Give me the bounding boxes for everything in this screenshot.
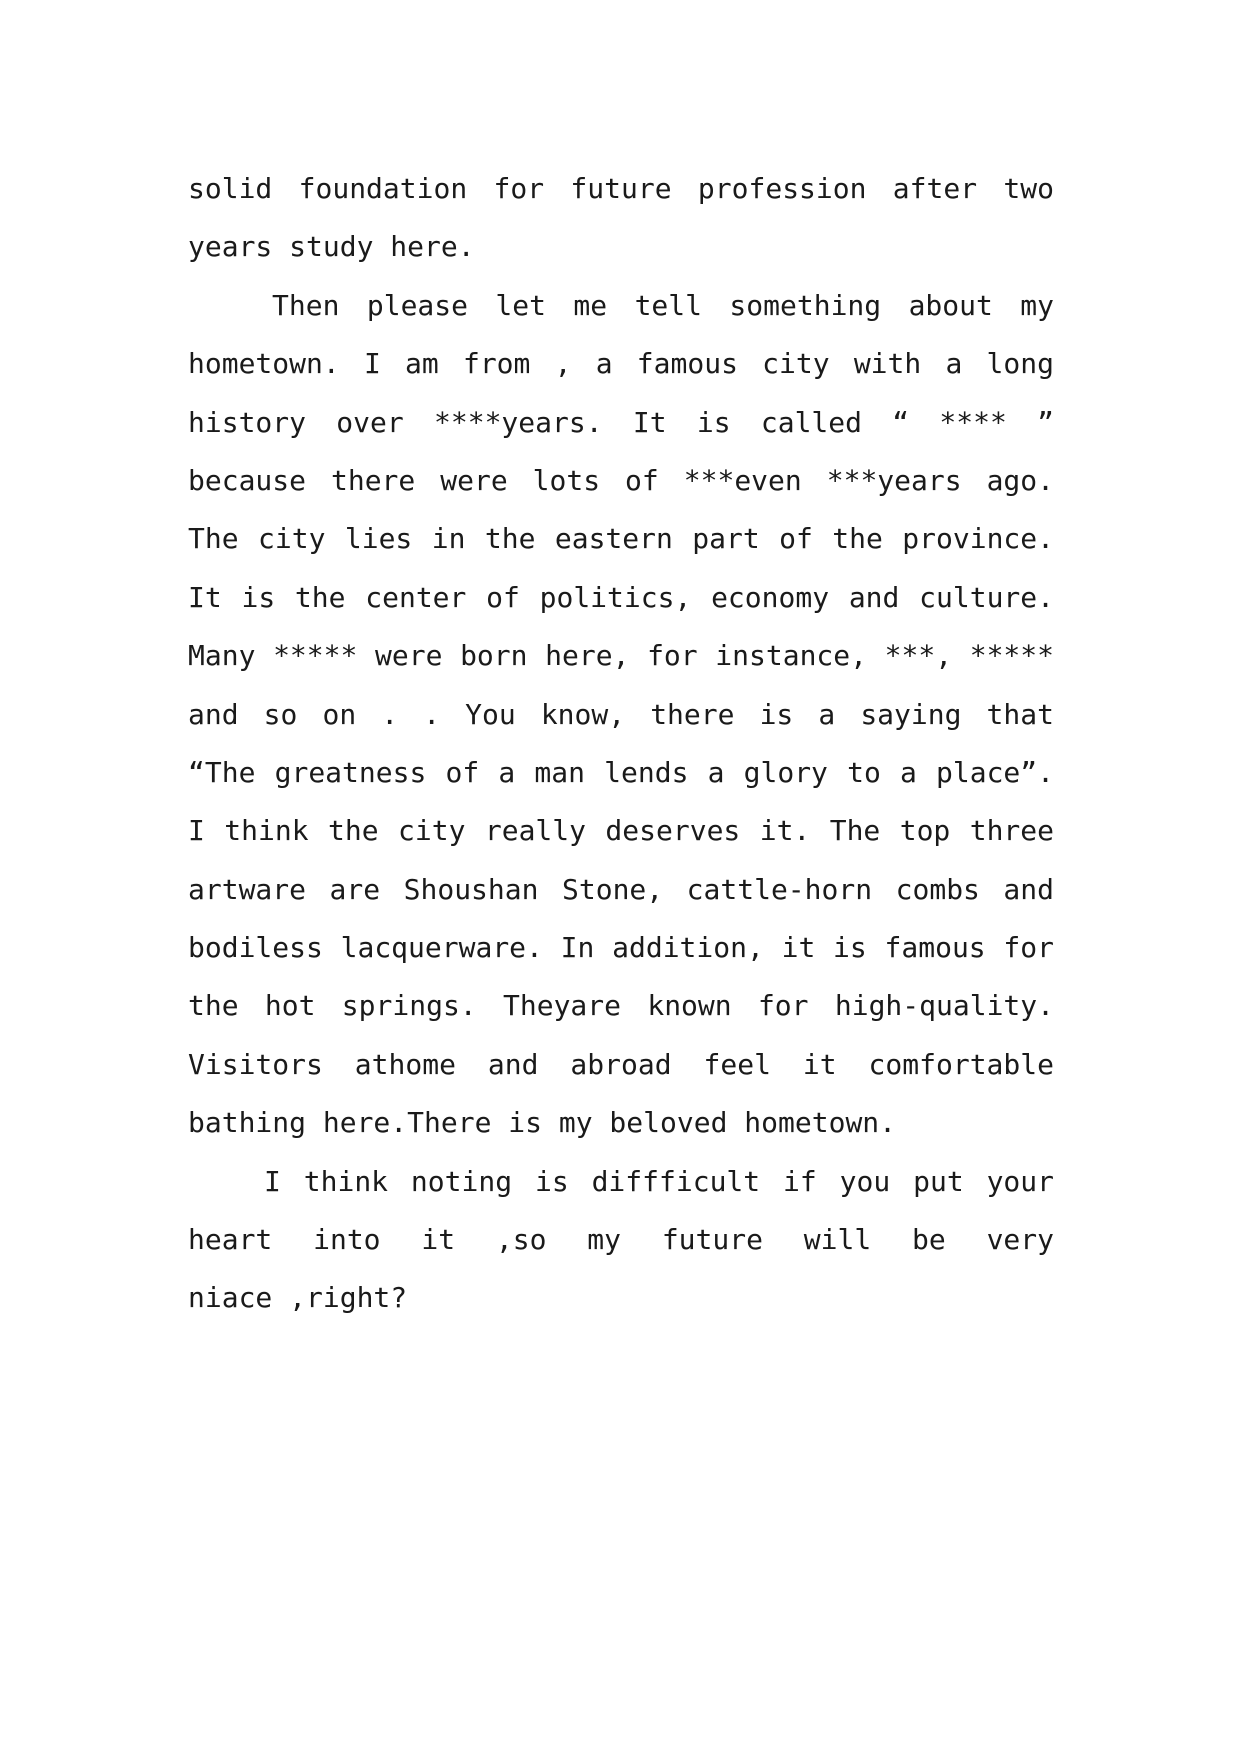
text-line: the hot springs. Theyare known for high-quality. (188, 989, 1054, 1023)
text-line: I think noting is diffficult if you put your (264, 1164, 1054, 1198)
text-line: solid foundation for future profession after two (188, 172, 1054, 205)
body-text (188, 160, 1054, 1328)
text-line: The city lies in the eastern part of the province. (188, 522, 1054, 556)
text-line: bathing here.There is my beloved hometown. (188, 1106, 897, 1140)
text-line: “The greatness of a man lends a glory to a place”. (188, 755, 1054, 789)
text-line: artware are Shoushan Stone, cattle-horn combs and (188, 872, 1054, 906)
text-line: hometown. I am from , a famous city with a long (188, 347, 1054, 381)
text-line: niace ,right? (188, 1281, 408, 1315)
text-line: heart into it ,so my future will be very (188, 1223, 1054, 1257)
text-line: It is the center of politics, economy and culture. (188, 580, 1054, 614)
text-line: because there were lots of ***even ***years ago. (188, 463, 1054, 497)
text-line: Then please let me tell something about my (272, 288, 1054, 322)
text-line: I think the city really deserves it. The top three (188, 814, 1054, 848)
text-line: bodiless lacquerware. In addition, it is famous for (188, 931, 1054, 965)
text-line: Many ***** were born here, for instance, ***, ***** (188, 639, 1054, 673)
text-line: Visitors athome and abroad feel it comfortable (188, 1047, 1054, 1081)
text-line: history over ****years. It is called “ **** ” (188, 405, 1054, 439)
text-line: and so on . . You know, there is a saying that (188, 697, 1054, 731)
text-line: years study here. (188, 230, 475, 264)
